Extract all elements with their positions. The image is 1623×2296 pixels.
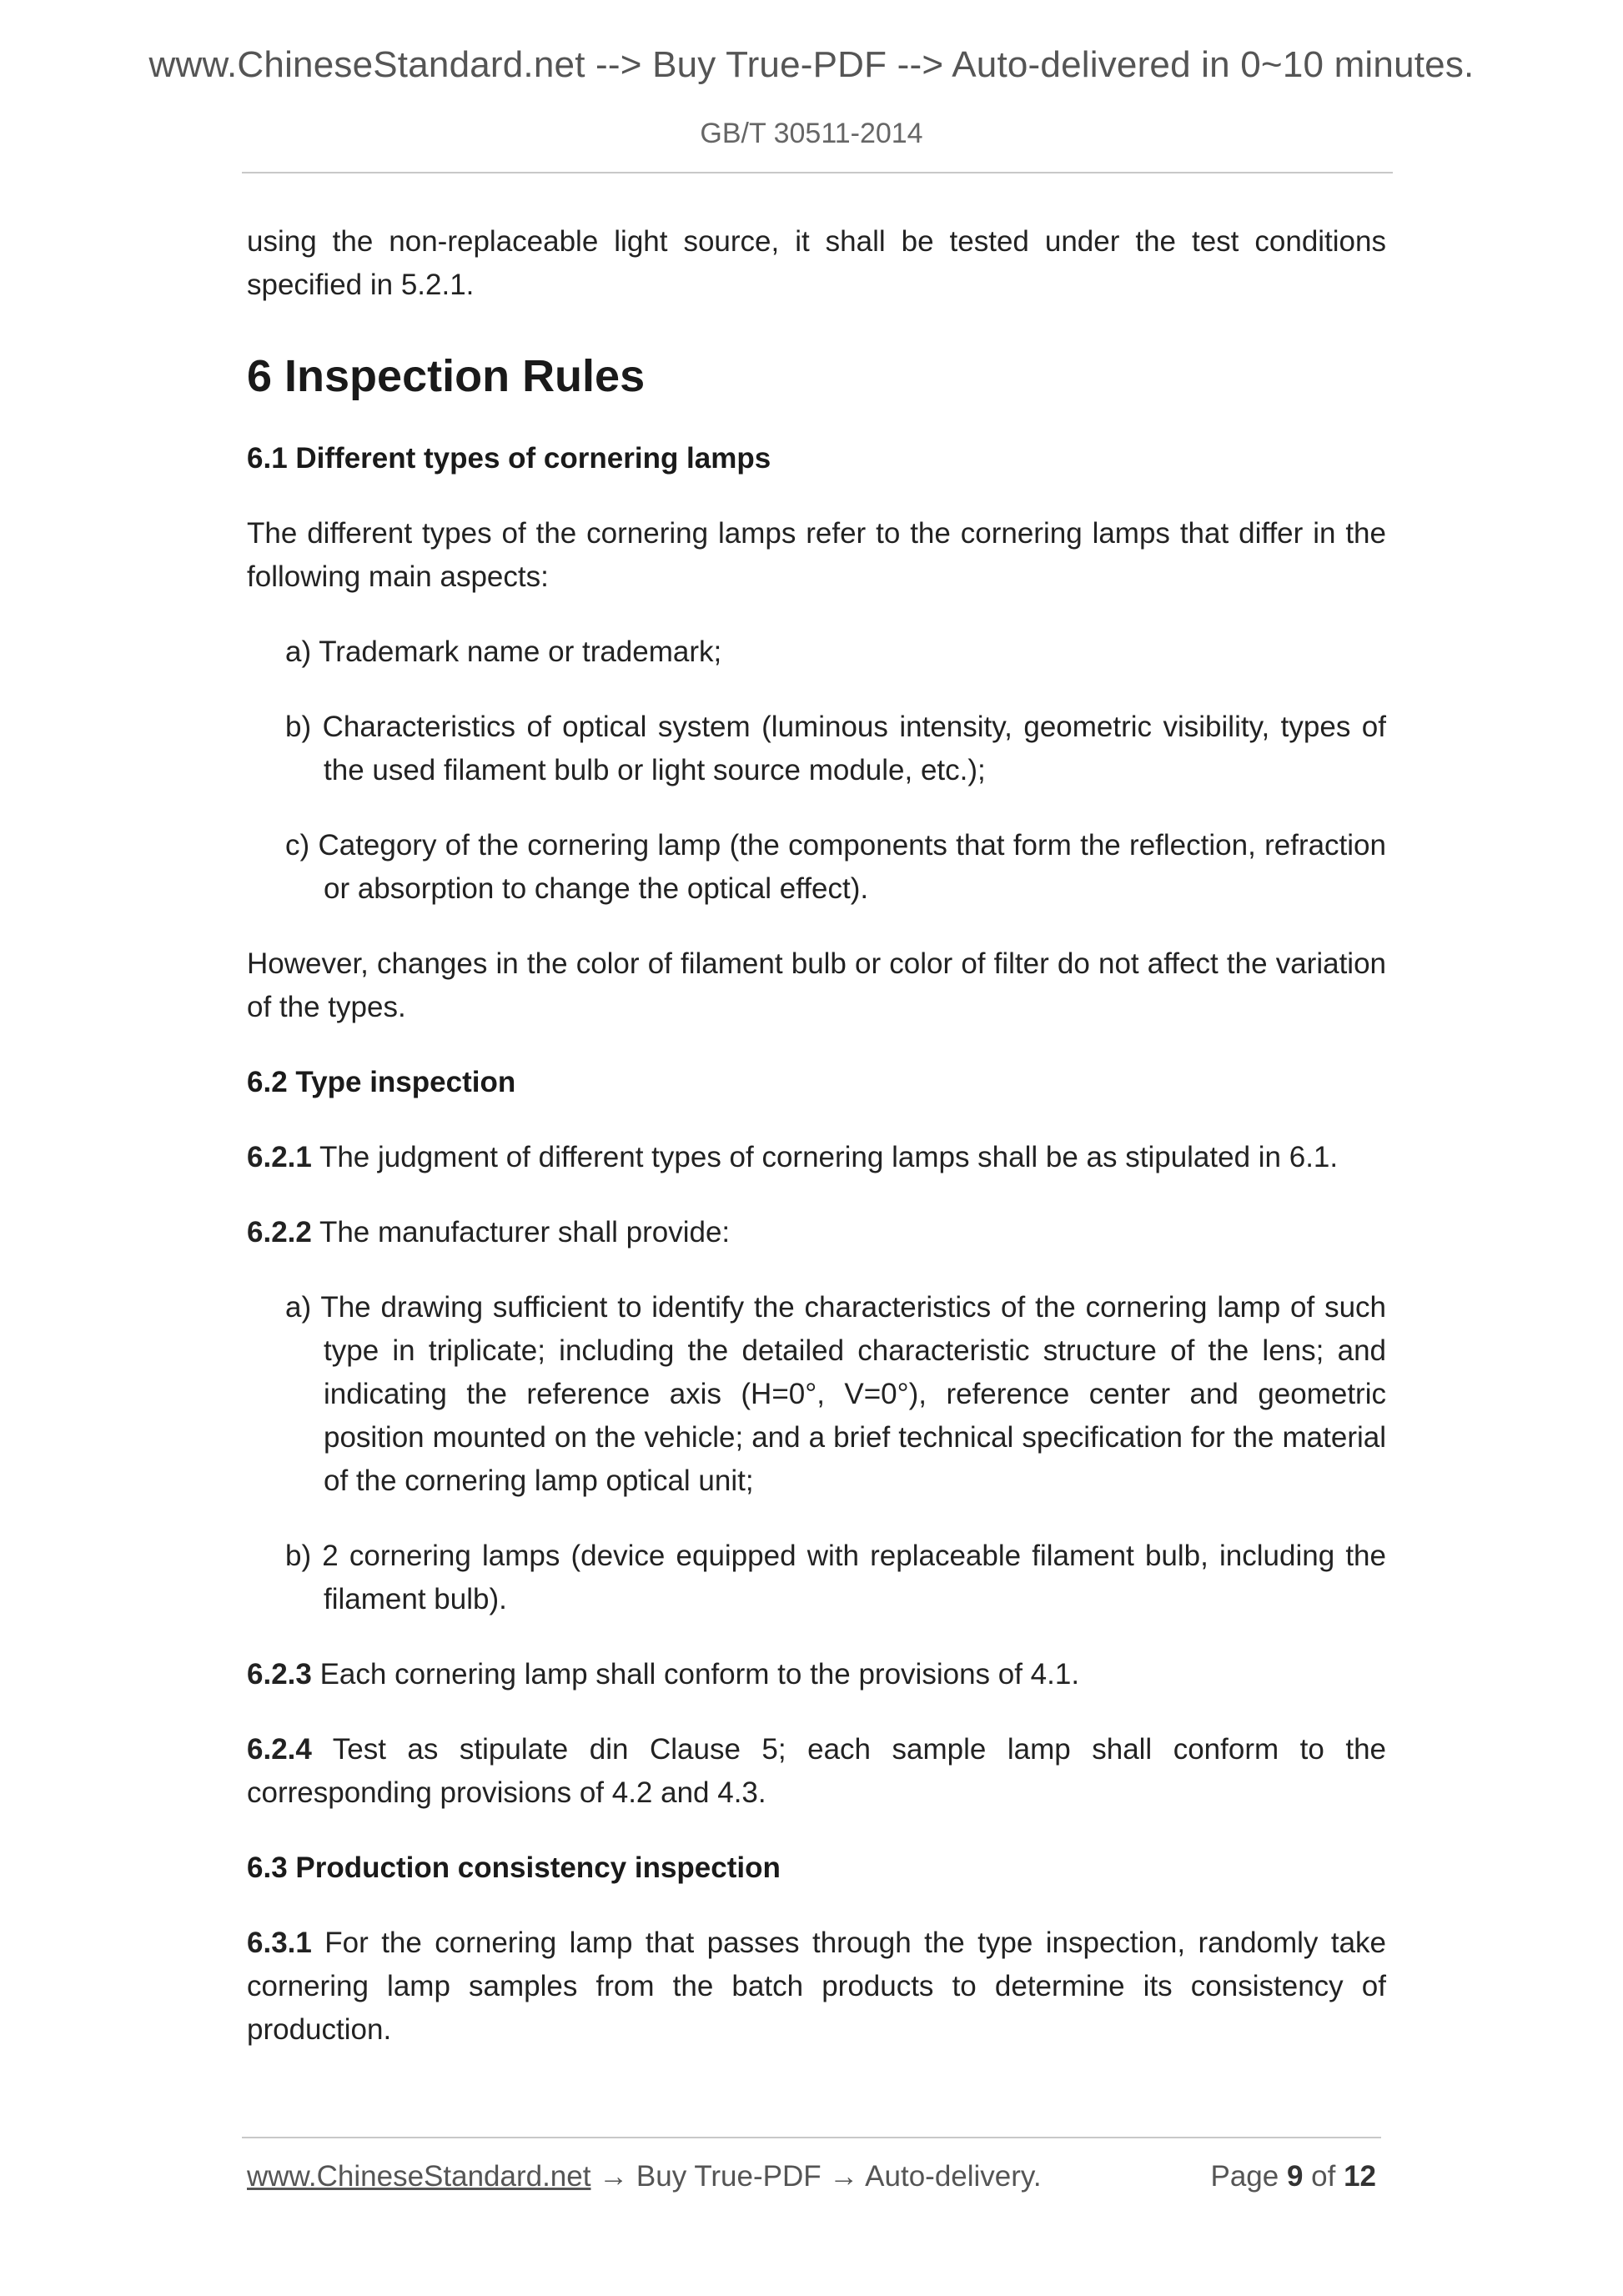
page-indicator xyxy=(1210,2158,1376,2195)
clause-text: Test as stipulate din Clause 5; each sample lamp shall conform to the corresponding provisions of 4.2 and 4.3. xyxy=(247,1733,1386,1809)
footer-site-link[interactable]: www.ChineseStandard.net xyxy=(247,2160,591,2193)
clause-text: For the cornering lamp that passes through the type inspection, randomly take cornering lamp samples from the batch products to determine its consistency of production. xyxy=(247,1927,1386,2046)
page-number: 9 xyxy=(1286,2160,1304,2193)
page-label: Page xyxy=(1210,2160,1287,2193)
of-label: of xyxy=(1303,2160,1344,2193)
list-item-c: c) Category of the cornering lamp (the components that form the reflection, refraction or absorption to change the optical effect). xyxy=(285,829,1386,905)
clause-number: 6.2.3 xyxy=(247,1658,312,1691)
clause-text: The manufacturer shall provide: xyxy=(311,1216,731,1248)
footer-tail-text: → Buy True-PDF → Auto-delivery. xyxy=(590,2160,1042,2193)
header-divider xyxy=(242,172,1393,173)
list-item-a: a) Trademark name or trademark; xyxy=(285,636,722,668)
clause-6-2-2 xyxy=(247,1211,1386,1254)
clause-number: 6.2.4 xyxy=(247,1733,312,1766)
clause-6-2-3 xyxy=(247,1653,1386,1696)
clause-6-2-1 xyxy=(247,1136,1386,1179)
list-item-b: b) Characteristics of optical system (luminous intensity, geometric visibility, types of the used filament bulb or light source module, etc.); xyxy=(285,711,1386,786)
intro-6-1: The different types of the cornering lamps refer to the cornering lamps that differ in the following main aspects: xyxy=(247,517,1386,593)
clause-text: The judgment of different types of cornering lamps shall be as stipulated in 6.1. xyxy=(311,1141,1339,1173)
clause-number: 6.2.2 xyxy=(247,1216,312,1248)
footer-divider xyxy=(242,2137,1381,2138)
heading-6-3: 6.3 Production consistency inspection xyxy=(247,1851,781,1884)
heading-6-2: 6.2 Type inspection xyxy=(247,1066,516,1098)
clause-text: Each cornering lamp shall conform to the provisions of 4.1. xyxy=(311,1658,1080,1691)
clause-6-2-4 xyxy=(247,1728,1386,1815)
footer-promo xyxy=(247,2158,1042,2195)
clause-number: 6.2.1 xyxy=(247,1141,312,1173)
section-title: 6 Inspection Rules xyxy=(247,351,646,401)
note-6-1: However, changes in the color of filament bulb or color of filter do not affect the variation of the types. xyxy=(247,947,1386,1023)
continuation-paragraph: using the non-replaceable light source, it shall be tested under the test conditions specified in 5.2.1. xyxy=(247,225,1386,301)
page-footer xyxy=(247,2158,1381,2195)
list-item-b: b) 2 cornering lamps (device equipped with replaceable filament bulb, including the filament bulb). xyxy=(285,1540,1386,1615)
clause-number: 6.3.1 xyxy=(247,1927,312,1959)
standard-code: GB/T 30511-2014 xyxy=(700,118,923,149)
list-item-a: a) The drawing sufficient to identify the characteristics of the cornering lamp of such type in triplicate; including the detailed characteristic structure of the lens; and indicating the reference axis (H=0°, V=0°), reference center and geometric position mounted on the vehicle; and a brief technical specification for the material of the cornering lamp optical unit; xyxy=(285,1291,1386,1497)
page-body xyxy=(247,220,1386,2083)
site-banner: www.ChineseStandard.net --> Buy True-PDF --> Auto-delivered in 0~10 minutes. xyxy=(148,44,1475,85)
page-total: 12 xyxy=(1344,2160,1376,2193)
heading-6-1: 6.1 Different types of cornering lamps xyxy=(247,442,771,475)
clause-6-3-1 xyxy=(247,1922,1386,2052)
